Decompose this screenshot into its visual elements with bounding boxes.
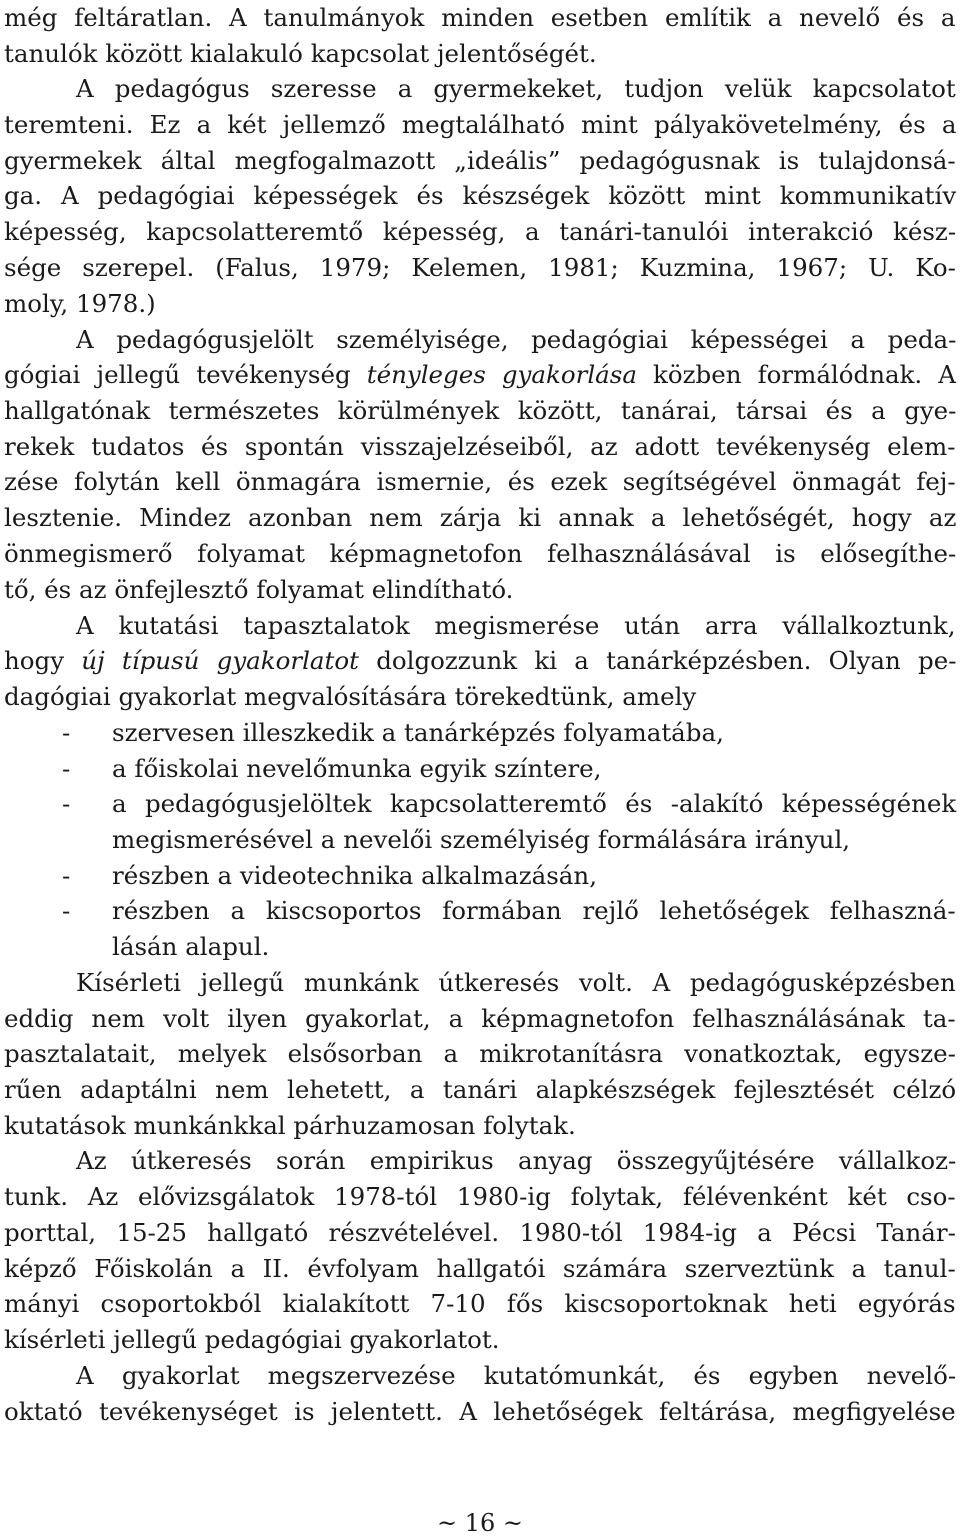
text-line: eddig nem volt ilyen gyakorlat, a képmagnetofon felhasználásának ta- [4, 1004, 956, 1033]
text-line: dagógiai gyakorlat megvalósítására törekedtünk, amely [4, 682, 697, 711]
list-item-continuation: megismerésével a nevelői személyiség formálására irányul, [112, 825, 851, 854]
text-line: tő, és az önfejlesztő folyamat elindítható. [4, 575, 514, 604]
list-item: - a főiskolai nevelőmunka egyik színtere, [62, 751, 601, 787]
text-line: pasztalatait, melyek elsősorban a mikrotanításra vonatkoztak, egysze- [4, 1039, 956, 1068]
text-line: ga. A pedagógiai képességek és készségek között mint kommunikatív [4, 181, 957, 210]
text-line: A pedagógusjelölt személyisége, pedagógiai képességei a peda- [76, 325, 957, 354]
dash-bullet: - [62, 718, 71, 747]
dash-bullet: - [62, 896, 71, 925]
text-line: hallgatónak természetes körülmények között, tanárai, társai és a gye- [4, 396, 957, 425]
text-line: lesztenie. Mindez azonban nem zárja ki annak a lehetőségét, hogy az [4, 503, 957, 532]
dash-bullet: - [62, 861, 71, 890]
text-line: rekek tudatos és spontán visszajelzéseiből, az adott tevékenység elem- [4, 432, 956, 461]
text-line: képesség, kapcsolatteremtő képesség, a tanári-tanulói interakció kész- [4, 217, 957, 246]
text-line: Kísérleti jellegű munkánk útkeresés volt. A pedagógusképzésben [76, 968, 956, 997]
emphasis: új típusú gyakorlatot [81, 646, 359, 675]
text-line: képző Főiskolán a II. évfolyam hallgatói számára szerveztünk a tanul- [4, 1254, 956, 1283]
list-item: - részben a videotechnika alkalmazásán, [62, 858, 597, 894]
text-line: A pedagógus szeresse a gyermekeket, tudjon velük kapcsolatot [76, 74, 956, 103]
text-line: rűen adaptálni nem lehetett, a tanári alapkészségek fejlesztését célzó [4, 1075, 957, 1104]
text-line: teremteni. Ez a két jellemző megtalálható mint pályakövetelmény, és a [4, 110, 957, 139]
text-line: oktató tevékenységet is jelentett. A lehetőségek feltárása, megfigyelése [4, 1397, 956, 1426]
text-line: még feltáratlan. A tanulmányok minden esetben említik a nevelő és a [4, 3, 956, 32]
text-line: moly, 1978.) [4, 289, 156, 318]
text-line: önmegismerő folyamat képmagnetofon felhasználásával is elősegíthe- [4, 539, 957, 568]
emphasis: tényleges gyakorlása [366, 360, 637, 389]
text-line: Az útkeresés során empirikus anyag összegyűjtésére vállalkoz- [76, 1146, 957, 1175]
dash-bullet: - [62, 789, 71, 818]
text-line: A gyakorlat megszervezése kutatómunkát, és egyben nevelő- [76, 1361, 957, 1390]
text-line: sége szerepel. (Falus, 1979; Kelemen, 1981; Kuzmina, 1967; U. Ko- [4, 253, 956, 282]
list-item: - a pedagógusjelöltek kapcsolatteremtő és -alakító képességének [62, 786, 956, 822]
text-line: gógiai jellegű tevékenység tényleges gyakorlása közben formálódnak. A [4, 360, 956, 389]
text-line: tunk. Az elővizsgálatok 1978-tól 1980-ig folytak, félévenként két cso- [4, 1182, 956, 1211]
list-item-continuation: lásán alapul. [112, 932, 270, 961]
dash-bullet: - [62, 754, 71, 783]
page-number: ~ 16 ~ [436, 1509, 523, 1537]
list-item: - részben a kiscsoportos formában rejlő lehetőségek felhaszná- [62, 893, 956, 929]
text-line: mányi csoportokból kialakított 7-10 fős kiscsoportoknak heti egyórás [4, 1289, 956, 1318]
text-line: kísérleti jellegű pedagógiai gyakorlatot. [4, 1325, 500, 1354]
text-line: kutatások munkánkkal párhuzamosan folytak. [4, 1111, 576, 1140]
text-line: A kutatási tapasztalatok megismerése után arra vállalkoztunk, [76, 611, 956, 640]
list-item: - szervesen illeszkedik a tanárképzés folyamatába, [62, 715, 724, 751]
text-line: gyermekek által megfogalmazott „ideális” pedagógusnak is tulajdonsá- [4, 146, 956, 175]
text-line: hogy új típusú gyakorlatot dolgozzunk ki a tanárképzésben. Olyan pe- [4, 646, 957, 675]
text-line: porttal, 15-25 hallgató részvételével. 1980-tól 1984-ig a Pécsi Tanár- [4, 1218, 956, 1247]
text-line: zése folytán kell önmagára ismernie, és ezek segítségével önmagát fej- [4, 467, 956, 496]
text-line: tanulók között kialakuló kapcsolat jelentőségét. [4, 39, 597, 68]
